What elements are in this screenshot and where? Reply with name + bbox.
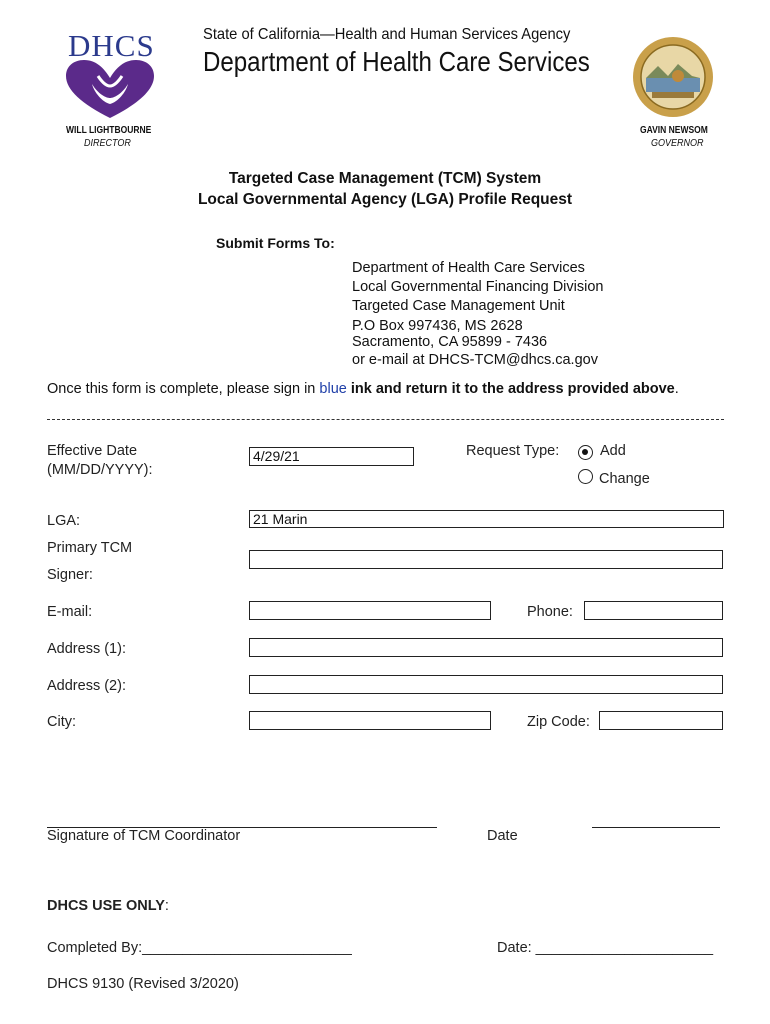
heart-logo-icon <box>62 58 158 122</box>
instruction-text <box>47 381 679 397</box>
signature-date-line[interactable] <box>592 827 720 828</box>
submit-forms-label: Submit Forms To: <box>216 235 335 251</box>
form-title-line2: Local Governmental Agency (LGA) Profile Request <box>197 191 573 208</box>
primary-tcm-signer-label: Signer: <box>47 567 93 583</box>
address-line: Sacramento, CA 95899 - 7436 <box>352 334 548 350</box>
effective-date-format-label: (MM/DD/YYYY): <box>47 462 153 478</box>
instruction-part1: Once this form is complete, please sign in <box>47 381 320 397</box>
phone-label: Phone: <box>527 604 573 620</box>
dashed-divider <box>47 419 724 420</box>
primary-tcm-signer-input[interactable] <box>249 550 723 569</box>
city-input[interactable] <box>249 711 491 730</box>
form-id-footer: DHCS 9130 (Revised 3/2020) <box>47 976 239 992</box>
request-type-add-label: Add <box>600 443 626 459</box>
dhcs-use-only-colon: : <box>164 898 169 914</box>
phone-input[interactable] <box>584 601 723 620</box>
instruction-part4: . <box>674 381 679 397</box>
zip-code-label: Zip Code: <box>527 714 590 730</box>
address-line: Local Governmental Financing Division <box>352 279 604 295</box>
city-label: City: <box>47 714 76 730</box>
director-role: DIRECTOR <box>84 138 131 149</box>
email-label: E-mail: <box>47 604 93 620</box>
address-line: Targeted Case Management Unit <box>352 298 565 314</box>
address1-label: Address (1): <box>47 641 126 657</box>
address-line: Department of Health Care Services <box>352 260 585 276</box>
instruction-part3: ink and return it to the address provided above <box>346 381 675 397</box>
dhcs-use-only-text: DHCS USE ONLY <box>47 898 165 914</box>
request-type-change-radio[interactable] <box>578 469 593 484</box>
effective-date-label: Effective Date <box>47 443 138 459</box>
primary-tcm-label: Primary TCM <box>47 540 133 556</box>
instruction-blue-word: blue <box>319 381 347 397</box>
california-seal-icon <box>632 36 714 118</box>
lga-label: LGA: <box>47 513 81 529</box>
dhcs-use-only-heading <box>47 898 169 914</box>
governor-name: GAVIN NEWSOM <box>640 125 708 136</box>
signature-label: Signature of TCM Coordinator <box>47 828 241 844</box>
governor-role: GOVERNOR <box>651 138 704 149</box>
director-name: WILL LIGHTBOURNE <box>66 125 152 136</box>
form-title-line1: Targeted Case Management (TCM) System <box>228 170 542 187</box>
zip-code-input[interactable] <box>599 711 723 730</box>
agency-line: State of California—Health and Human Services Agency <box>203 26 571 43</box>
address2-input[interactable] <box>249 675 723 694</box>
request-type-add-radio[interactable] <box>578 445 593 460</box>
address-line: or e-mail at DHCS-TCM@dhcs.ca.gov <box>352 352 598 368</box>
lga-input[interactable]: 21 Marin <box>249 510 724 528</box>
signature-date-label: Date <box>487 828 518 844</box>
radio-selected-dot <box>582 449 588 455</box>
completed-by-field[interactable]: Completed By:__________________________ <box>47 940 352 956</box>
address1-input[interactable] <box>249 638 723 657</box>
address2-label: Address (2): <box>47 678 126 694</box>
request-type-label: Request Type: <box>466 443 560 459</box>
request-type-change-label: Change <box>599 471 650 487</box>
address-line: P.O Box 997436, MS 2628 <box>352 318 523 334</box>
email-input[interactable] <box>249 601 491 620</box>
effective-date-input[interactable]: 4/29/21 <box>249 447 414 466</box>
department-title: Department of Health Care Services <box>203 46 590 77</box>
dhcs-date-field[interactable]: Date: ______________________ <box>497 940 714 956</box>
dhcs-logo-text: DHCS <box>68 28 155 63</box>
